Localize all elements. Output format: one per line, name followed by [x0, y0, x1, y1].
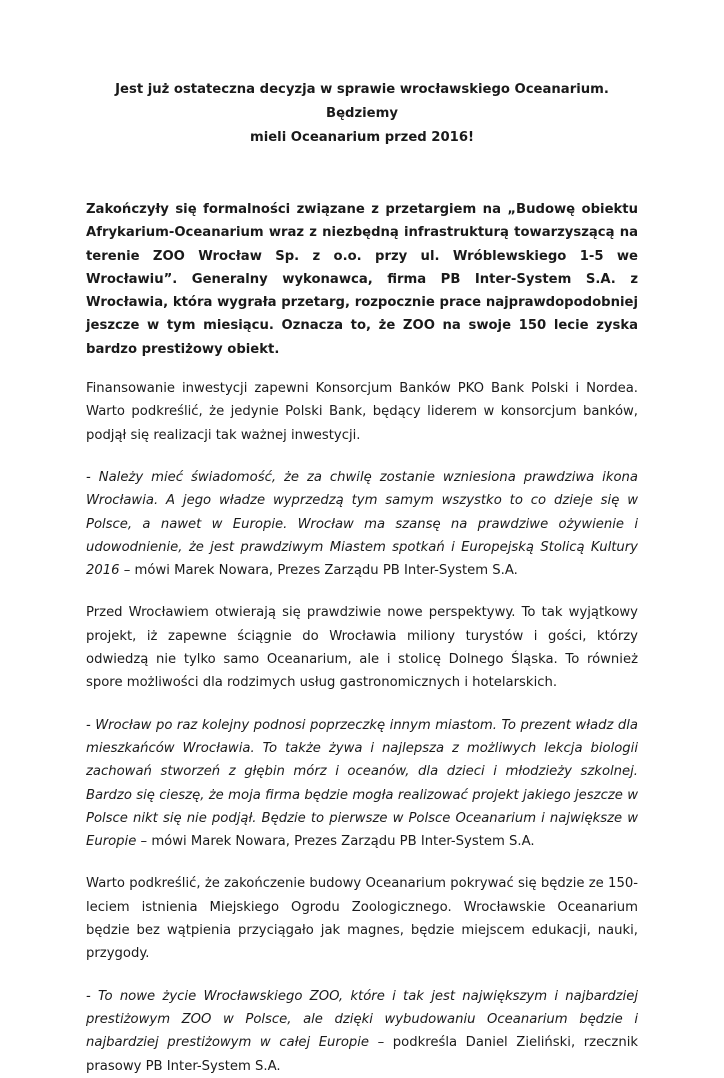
lead-paragraph: Zakończyły się formalności związane z przetargiem na „Budowę obiektu Afrykarium-Oceanarium wraz z niezbędną infrastrukturą towarzyszącą na terenie ZOO Wrocław Sp. z o.o. przy ul. Wróblewskiego 1-5 we Wrocławiu”. Generalny wykonawca, firma PB Inter-System S.A. z Wrocławia, która wygrała przetarg, rozpocznie prace najprawdopodobniej jeszcze w tym miesiącu. Oznacza to, że ZOO na swoje 150 lecie zyska bardzo prestiżowy obiekt. [86, 202, 638, 357]
quote-text-2: - Wrocław po raz kolejny podnosi poprzeczkę innym miastom. To prezent władz dla mieszkańców Wrocławia. To także żywa i najlepsza z możliwych lekcja biologii zachowań stworzeń z głębin mórz i oceanów, dla dzieci i młodzieży szkolnej. Bardzo się cieszę, że moja firma będzie mogła realizować projekt jakiego jeszcze w Polsce nikt się nie podjął. Będzie to pierwsze w Polsce Oceanarium i największe w Europie [86, 717, 638, 850]
paragraph-financing: Finansowanie inwestycji zapewni Konsorcjum Banków PKO Bank Polski i Nordea. Warto podkreślić, że jedynie Polski Bank, będący liderem w konsorcjum banków, podjął się realizacji tak ważnej inwestycji. [86, 381, 638, 443]
quote-paragraph-3 [86, 985, 638, 1078]
title-line-1: Jest już ostateczna decyzja w sprawie wrocławskiego Oceanarium. Będziemy [115, 82, 609, 121]
quote-attribution-1: – mówi Marek Nowara, Prezes Zarządu PB Inter-System S.A. [119, 563, 518, 579]
quote-paragraph-1 [86, 466, 638, 582]
paragraph-anniversary: Warto podkreślić, że zakończenie budowy Oceanarium pokrywać się będzie ze 150-leciem istnienia Miejskiego Ogrodu Zoologicznego. Wrocławskie Oceanarium będzie bez wątpienia przyciągało jak magnes, będzie miejscem edukacji, nauki, przygody. [86, 876, 638, 962]
title-line-2: mieli Oceanarium przed 2016! [249, 130, 475, 145]
quote-attribution-2: – mówi Marek Nowara, Prezes Zarządu PB Inter-System S.A. [136, 834, 535, 850]
quote-attribution-3: – podkreśla Daniel Zieliński, rzecznik prasowy PB Inter-System S.A. [86, 1035, 639, 1074]
quote-text-1: - Należy mieć świadomość, że za chwilę zostanie wzniesiona prawdziwa ikona Wrocławia. A jego władze wyprzedzą tym samym wszystko to co dzieje się w Polsce, a nawet w Europie. Wrocław ma szansę na prawdziwe ożywienie i udowodnienie, że jest prawdziwym Miastem spotkań i Europejską Stolicą Kultury 2016 [86, 469, 638, 579]
article-title [86, 78, 638, 150]
quote-paragraph-2 [86, 714, 638, 854]
paragraph-perspectives: Przed Wrocławiem otwierają się prawdziwie nowe perspektywy. To tak wyjątkowy projekt, iż zapewne ściągnie do Wrocławia miliony turystów i gości, którzy odwiedzą nie tylko samo Oceanarium, ale i stolicę Dolnego Śląska. To również spore możliwości dla rodzimych usług gastronomicznych i hotelarskich. [86, 605, 638, 691]
quote-text-3: - To nowe życie Wrocławskiego ZOO, które i tak jest największym i najbardziej prestiżowym ZOO w Polsce, ale dzięki wybudowaniu Oceanarium będzie i najbardziej prestiżowym w całej Europie [86, 988, 638, 1051]
